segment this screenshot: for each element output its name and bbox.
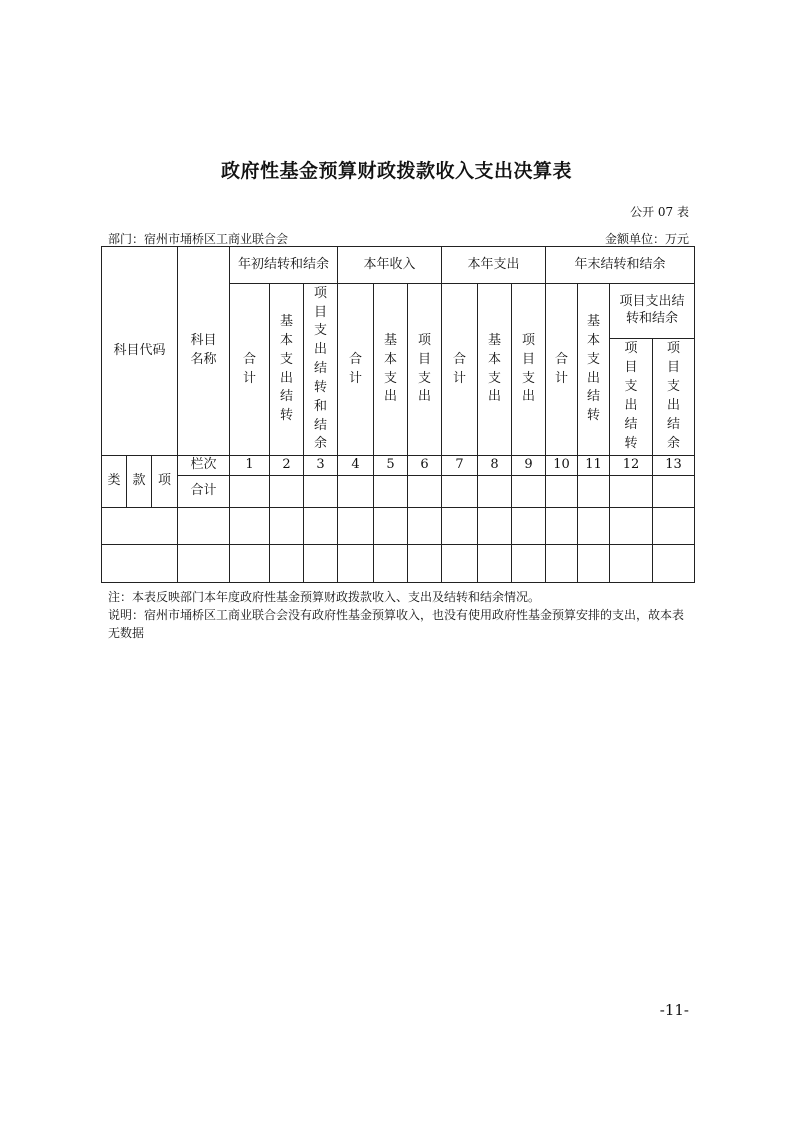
header-end-project-group: 项目支出结转和结余: [610, 284, 695, 339]
column-number: 1: [230, 456, 270, 476]
header-expense-total: 合计: [442, 284, 478, 456]
table-cell: [442, 508, 478, 545]
header-expense-project: 项目支出: [512, 284, 546, 456]
table-cell: [478, 476, 512, 508]
header-begin-total: 合计: [230, 284, 270, 456]
header-begin-project: 项目支出结转和结余: [304, 284, 338, 456]
department-label: 部门：宿州市埇桥区工商业联合会: [108, 232, 289, 246]
header-end-project-carry: 项目支出结转: [610, 339, 653, 456]
header-subject-name: 科目名称: [178, 247, 230, 456]
header-subject-code: 科目代码: [102, 247, 178, 456]
header-section: 款: [127, 456, 152, 508]
table-cell: [270, 545, 304, 583]
header-income-project: 项目支出: [408, 284, 442, 456]
table-cell: [178, 508, 230, 545]
table-cell: [578, 545, 610, 583]
table-row: [102, 508, 695, 545]
column-index-label: 栏次: [178, 456, 230, 476]
table-cell: [408, 476, 442, 508]
table-row: [102, 545, 695, 583]
budget-table: [101, 246, 695, 583]
column-number: 8: [478, 456, 512, 476]
table-cell: [178, 545, 230, 583]
table-cell: [578, 508, 610, 545]
header-expense-group: 本年支出: [442, 247, 546, 284]
table-cell: [512, 508, 546, 545]
table-cell: [338, 508, 374, 545]
table-cell: [512, 545, 546, 583]
table-cell: [304, 508, 338, 545]
column-number: 6: [408, 456, 442, 476]
table-cell: [610, 508, 653, 545]
table-cell: [442, 545, 478, 583]
table-cell: [374, 508, 408, 545]
table-cell: [478, 508, 512, 545]
header-expense-basic: 基本支出: [478, 284, 512, 456]
table-note: 注：本表反映部门本年度政府性基金预算财政拨款收入、支出及结转和结余情况。: [108, 590, 541, 604]
table-cell: [230, 476, 270, 508]
table-cell: [374, 545, 408, 583]
table-cell: [408, 508, 442, 545]
table-cell: [230, 545, 270, 583]
table-cell: [270, 508, 304, 545]
table-cell: [478, 545, 512, 583]
table-cell: [546, 508, 578, 545]
header-income-group: 本年收入: [338, 247, 442, 284]
column-number: 9: [512, 456, 546, 476]
header-end-basic: 基本支出结转: [578, 284, 610, 456]
table-cell: [512, 476, 546, 508]
column-number: 10: [546, 456, 578, 476]
table-cell: [653, 476, 695, 508]
table-cell: [578, 476, 610, 508]
column-number: 12: [610, 456, 653, 476]
table-cell: [546, 476, 578, 508]
table-cell: [304, 545, 338, 583]
column-number: 11: [578, 456, 610, 476]
column-number: 2: [270, 456, 304, 476]
table-row: [102, 476, 695, 508]
header-begin-group: 年初结转和结余: [230, 247, 338, 284]
header-end-group: 年末结转和结余: [546, 247, 695, 284]
sum-row-label: 合计: [178, 476, 230, 508]
table-cell: [610, 545, 653, 583]
table-cell: [610, 476, 653, 508]
table-cell: [230, 508, 270, 545]
table-explanation: 说明：宿州市埇桥区工商业联合会没有政府性基金预算收入，也没有使用政府性基金预算安排的支出，故本表无数据: [108, 608, 685, 640]
table-cell: [408, 545, 442, 583]
table-cell: [102, 545, 178, 583]
table-cell: [653, 508, 695, 545]
column-number: 3: [304, 456, 338, 476]
header-end-project-surplus: 项目支出结余: [653, 339, 695, 456]
table-cell: [338, 476, 374, 508]
table-cell: [338, 545, 374, 583]
table-cell: [442, 476, 478, 508]
column-number: 5: [374, 456, 408, 476]
page-number: -11-: [659, 1001, 689, 1019]
column-number: 13: [653, 456, 695, 476]
table-code: 公开 07 表: [630, 205, 689, 219]
table-cell: [546, 545, 578, 583]
table-cell: [653, 545, 695, 583]
header-income-basic: 基本支出: [374, 284, 408, 456]
header-end-total: 合计: [546, 284, 578, 456]
column-number: 7: [442, 456, 478, 476]
header-income-total: 合计: [338, 284, 374, 456]
header-begin-basic: 基本支出结转: [270, 284, 304, 456]
column-number: 4: [338, 456, 374, 476]
header-class: 类: [102, 456, 127, 508]
header-item: 项: [152, 456, 178, 508]
table-cell: [270, 476, 304, 508]
unit-label: 金额单位：万元: [604, 232, 689, 246]
page-title: 政府性基金预算财政拨款收入支出决算表: [220, 160, 572, 182]
table-cell: [102, 508, 178, 545]
table-cell: [304, 476, 338, 508]
table-cell: [374, 476, 408, 508]
